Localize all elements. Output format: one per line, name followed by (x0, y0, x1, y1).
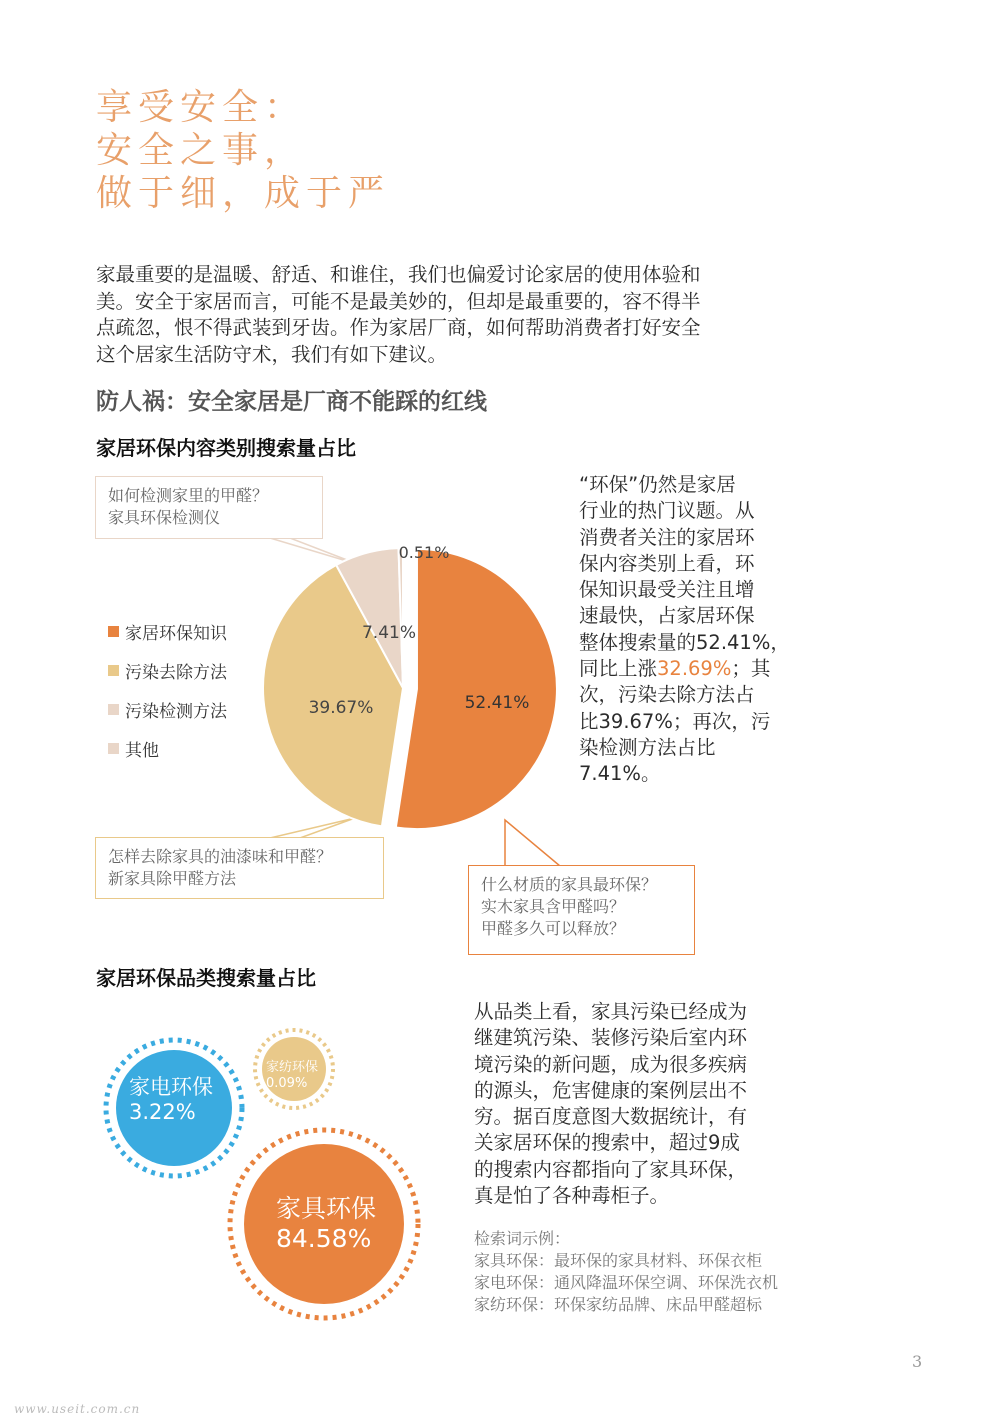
bubble-appliance-value: 3.22% (129, 1100, 196, 1124)
desc-line: 整体搜索量的52.41%， (579, 630, 790, 654)
bubble-appliance-label: 家电环保 (129, 1075, 213, 1099)
desc-line: 的源头，危害健康的案例层出不 (474, 1078, 748, 1102)
intro-line: 家最重要的是温暖、舒适、和谁住，我们也偏爱讨论家居的使用体验和 (96, 263, 701, 286)
legend-label: 家居环保知识 (125, 624, 227, 644)
desc-text: ；其 (731, 657, 771, 681)
watermark: www.useit.com.cn (14, 1402, 141, 1416)
desc-line: 保知识最受关注且增 (579, 578, 755, 602)
intro-line: 美。安全于家居而言，可能不是最美妙的，但却是最重要的，容不得半 (96, 289, 701, 313)
legend-label: 污染检测方法 (125, 702, 227, 722)
desc-line: 速最快，占家居环保 (579, 604, 755, 628)
legend-label: 污染去除方法 (125, 663, 227, 683)
search-examples (474, 1228, 778, 1316)
example-line: 家纺环保：环保家纺品牌、床品甲醛超标 (474, 1295, 763, 1314)
examples-heading: 检索词示例： (474, 1229, 571, 1248)
desc-line: 比39.67%；再次，污 (579, 709, 771, 733)
highlight-growth: 32.69% (657, 657, 732, 681)
callout-line: 怎样去除家具的油漆味和甲醛？ (108, 847, 333, 866)
desc-line: 消费者关注的家居环 (579, 525, 755, 549)
legend-label: 其他 (125, 741, 159, 761)
callout-line: 什么材质的家具最环保？ (481, 875, 658, 894)
intro-line: 这个居家生活防守术，我们有如下建议。 (96, 342, 448, 366)
desc-line: 穷。据百度意图大数据统计，有 (474, 1105, 748, 1129)
page-title-line-3: 做于细，成于严 (96, 173, 391, 214)
bubble-furniture-value: 84.58% (276, 1224, 372, 1253)
desc-line: 关家居环保的搜索中，超过9成 (474, 1131, 740, 1155)
pie-label-knowledge: 52.41% (464, 693, 530, 713)
desc-text: 同比上涨 (579, 657, 658, 681)
pie-label-detection: 7.41% (361, 623, 417, 643)
callout-line: 家具环保检测仪 (108, 508, 221, 527)
bubble-textile-value: 0.09% (266, 1076, 308, 1091)
section-heading: 防人祸：安全家居是厂商不能踩的红线 (96, 389, 487, 415)
bubble-furniture-label: 家具环保 (276, 1194, 377, 1223)
desc-line: 真是怕了各种毒柜子。 (474, 1184, 670, 1208)
desc-line: 7.41%。 (579, 762, 661, 786)
desc-line: 行业的热门议题。从 (579, 499, 755, 523)
callout-line: 如何检测家里的甲醛？ (108, 486, 269, 505)
pie-label-removal: 39.67% (308, 698, 374, 718)
callout-line: 实木家具含甲醛吗？ (481, 897, 626, 916)
chart1-title: 家居环保内容类别搜索量占比 (96, 436, 356, 460)
desc-line: 染检测方法占比 (579, 735, 716, 759)
page-title-line-2: 安全之事， (96, 130, 307, 171)
page-number: 3 (912, 1352, 923, 1371)
bubble-textile-label: 家纺环保 (266, 1060, 319, 1075)
page-title-line-1: 享受安全： (96, 87, 307, 128)
intro-line: 点疏忽，恨不得武装到牙齿。作为家居厂商，如何帮助消费者打好安全 (96, 316, 701, 339)
example-line: 家具环保：最环保的家具材料、环保衣柜 (474, 1251, 763, 1270)
chart2-title: 家居环保品类搜索量占比 (96, 966, 316, 990)
desc-line: 次，污染去除方法占 (579, 683, 755, 707)
desc-line: 从品类上看，家具污染已经成为 (474, 1000, 748, 1023)
callout-line: 甲醛多久可以释放？ (481, 919, 626, 938)
callout-line: 新家具除甲醛方法 (108, 869, 237, 888)
desc-line: 继建筑污染、装修污染后室内环 (474, 1026, 748, 1050)
desc-line: “环保”仍然是家居 (579, 473, 736, 496)
desc-line: 的搜索内容都指向了家具环保， (474, 1157, 748, 1181)
example-line: 家电环保：通风降温环保空调、环保洗衣机 (474, 1273, 779, 1292)
desc-line: 保内容类别上看，环 (579, 551, 755, 575)
pie-label-other: 0.51% (398, 543, 450, 562)
chart2-description (474, 999, 747, 1209)
desc-line: 境污染的新问题，成为很多疾病 (474, 1052, 748, 1076)
